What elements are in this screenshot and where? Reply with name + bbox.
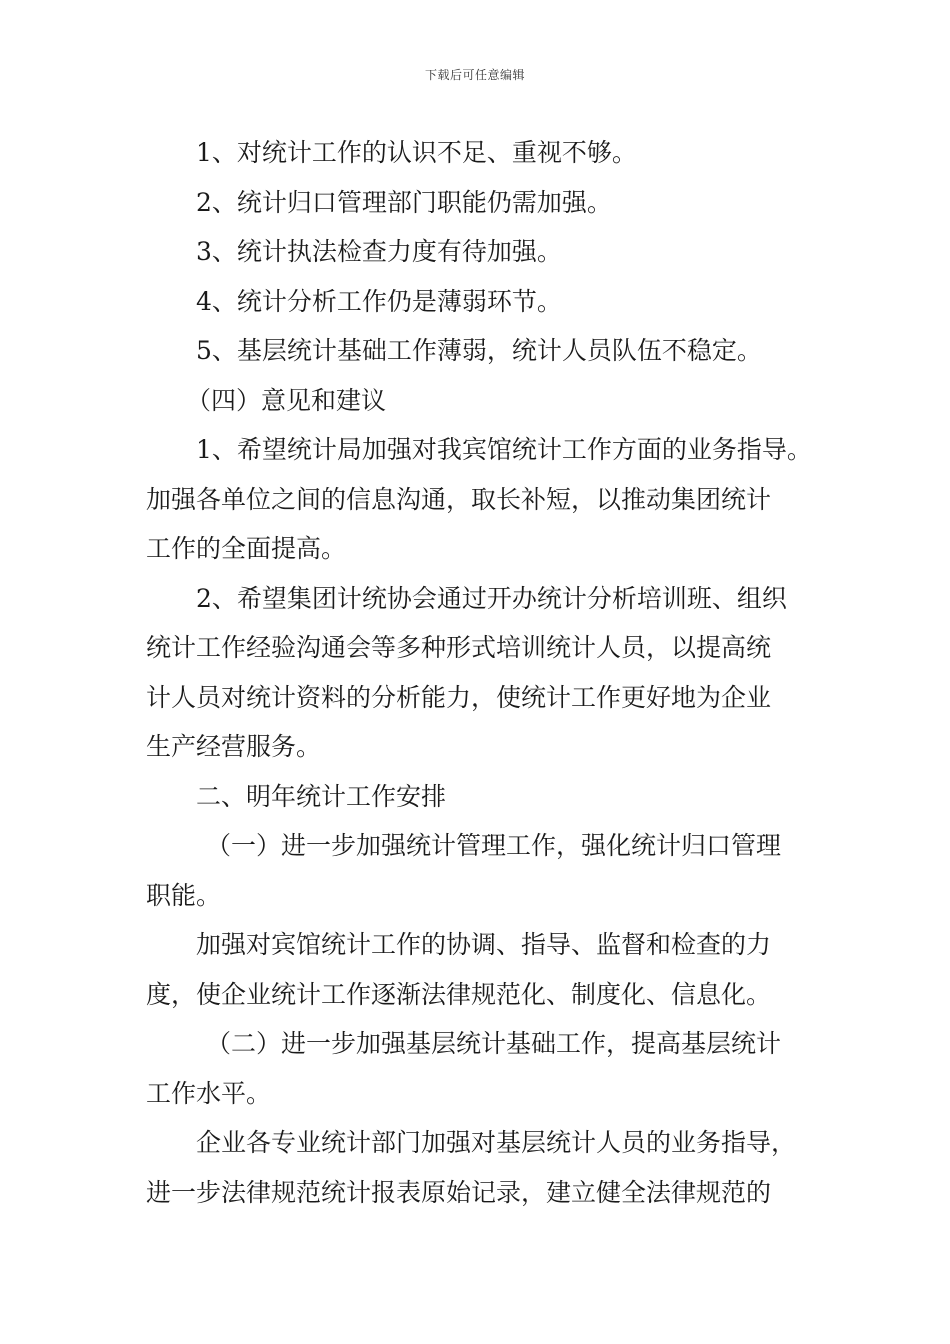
paragraph-line: 计人员对统计资料的分析能力，使统计工作更好地为企业 — [146, 682, 772, 712]
paragraph-line: 统计工作经验沟通会等多种形式培训统计人员，以提高统 — [146, 633, 772, 662]
document-body — [146, 128, 816, 1217]
paragraph-line: 3、统计执法检查力度有待加强。 — [196, 237, 562, 266]
paragraph-line: 2、希望集团计统协会通过开办统计分析培训班、组织 — [196, 583, 787, 613]
paragraph-line: 工作水平。 — [146, 1078, 272, 1108]
paragraph-line: 工作的全面提高。 — [146, 534, 347, 563]
paragraph-line: 2、统计归口管理部门职能仍需加强。 — [196, 187, 612, 217]
paragraph-line: 1、希望统计局加强对我宾馆统计工作方面的业务指导。 — [196, 435, 812, 464]
paragraph-line: 加强各单位之间的信息沟通，取长补短，以推动集团统计 — [146, 484, 772, 514]
paragraph-line: 4、统计分析工作仍是薄弱环节。 — [196, 286, 562, 316]
paragraph-line: （二）进一步加强基层统计基础工作，提高基层统计 — [206, 1029, 782, 1058]
paragraph-line: 职能。 — [146, 880, 222, 910]
paragraph-line: 5、基层统计基础工作薄弱，统计人员队伍不稳定。 — [196, 336, 762, 365]
page-header-note: 下载后可任意编辑 — [424, 68, 525, 82]
paragraph-line: 生产经营服务。 — [146, 732, 322, 761]
paragraph-line: 企业各专业统计部门加强对基层统计人员的业务指导， — [196, 1128, 797, 1157]
paragraph-line: 进一步法律规范统计报表原始记录，建立健全法律规范的 — [146, 1177, 772, 1207]
paragraph-line: 二、明年统计工作安排 — [196, 781, 447, 811]
paragraph-line: 1、对统计工作的认识不足、重视不够。 — [196, 138, 637, 167]
paragraph-line: （一）进一步加强统计管理工作，强化统计归口管理 — [206, 831, 782, 860]
paragraph-line: 度，使企业统计工作逐渐法律规范化、制度化、信息化。 — [146, 979, 772, 1009]
paragraph-line: 加强对宾馆统计工作的协调、指导、监督和检查的力 — [196, 930, 772, 959]
paragraph-line: （四）意见和建议 — [186, 385, 387, 415]
